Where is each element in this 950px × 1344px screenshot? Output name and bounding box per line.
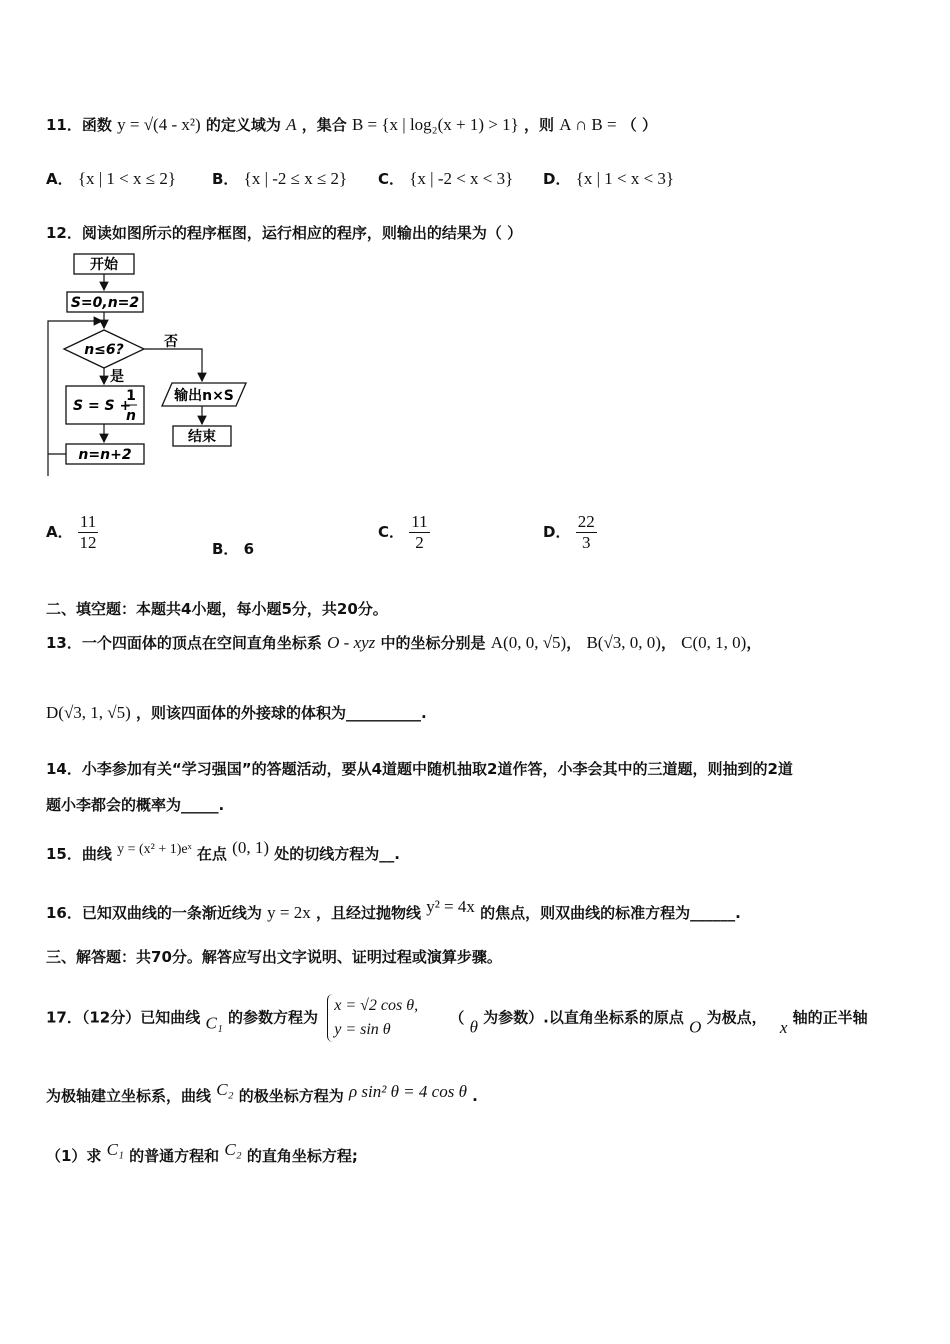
svg-text:开始: 开始 <box>90 257 118 273</box>
flowchart <box>40 248 260 483</box>
q11-text: ，则 <box>524 116 555 134</box>
section-2-heading: 二、填空题：本题共4小题，每小题5分，共20分。 <box>46 600 388 618</box>
svg-text:结束: 结束 <box>188 429 216 445</box>
q13-point-a: A(0, 0, √5) <box>490 633 567 652</box>
q15-stem: 15．曲线 y = (x² + 1)eˣ 在点 (0, 1) 处的切线方程为__. <box>46 838 400 863</box>
q11-option-c: C． {x | -2 < x < 3} <box>378 169 514 188</box>
q14-line1: 14．小李参加有关“学习强国”的答题活动，要从4道题中随机抽取2道作答，小李会其中的三道题，则抽到的2道 <box>46 760 793 778</box>
q13-stem: 13．一个四面体的顶点在空间直角坐标系 O - xyz 中的坐标分别是 A(0, 0, √5)， B(√3, 0, 0)， C(0, 1, 0)， <box>46 633 762 652</box>
q14-line2: 题小李都会的概率为_____. <box>46 796 225 814</box>
flow-update-box <box>66 386 144 424</box>
svg-text:S = S +: S = S + <box>73 398 132 414</box>
q11-option-a: A． {x | 1 < x ≤ 2} <box>46 169 176 188</box>
svg-text:S=0,n=2: S=0,n=2 <box>70 295 140 311</box>
flow-end-box <box>173 426 231 446</box>
flow-output-parallelogram <box>162 383 246 406</box>
q11-text: 的定义域为 <box>205 116 281 134</box>
q11-text: 11．函数 <box>46 116 112 134</box>
q17-parametric-system: x = √2 cos θ, y = sin θ <box>327 994 418 1042</box>
q12-option-a: A． $\frac{11}{12}$ <box>46 512 97 552</box>
svg-text:n≤6?: n≤6? <box>84 342 124 358</box>
q11-option-b: B． {x | -2 ≤ x ≤ 2} <box>212 169 348 188</box>
svg-text:n: n <box>126 408 136 424</box>
q17-stem: 17．（12分）已知曲线 C₁ 的参数方程为 x = √2 cos θ, y = sin θ （ θ 为参数）.以直角坐标系的原点 O 为极点， x 轴的正半轴 <box>46 994 916 1042</box>
q13-point-c: C(0, 1, 0) <box>681 633 747 652</box>
q12-option-d: D． $\frac{22}{3}$ <box>543 512 595 552</box>
q12-stem: 12．阅读如图所示的程序框图，运行相应的程序，则输出的结果为（ ） <box>46 224 523 242</box>
q11-option-d: D． {x | 1 < x < 3} <box>543 169 675 188</box>
q17-part-1: （1）求 C₁ 的普通方程和 C₂ 的直角坐标方程; <box>46 1140 358 1165</box>
q11-text: ，集合 <box>301 116 347 134</box>
flow-label-yes: 是 <box>110 369 124 385</box>
q11-set-b: B = {x | log₂(x + 1) > 1} <box>351 115 519 134</box>
q12-option-c: C． $\frac{11}{2}$ <box>378 512 428 552</box>
flow-start-box <box>74 254 134 274</box>
flow-label-no: 否 <box>164 334 178 350</box>
q11-function-expr: y = √(4 - x²) <box>117 115 201 134</box>
flow-condition-diamond <box>64 330 144 368</box>
svg-text:1: 1 <box>126 388 136 404</box>
q16-stem: 16．已知双曲线的一条渐近线为 y = 2x ，且经过抛物线 y² = 4x 的焦点，则双曲线的标准方程为______. <box>46 897 741 922</box>
flow-init-box <box>67 292 143 312</box>
q13-point-b: B(√3, 0, 0) <box>586 633 661 652</box>
q13-stem-line2: D(√3, 1, √5) ，则该四面体的外接球的体积为__________. <box>46 703 427 722</box>
section-3-heading: 三、解答题：共70分。解答应写出文字说明、证明过程或演算步骤。 <box>46 948 502 966</box>
q11-intersection: A ∩ B = <box>559 115 617 134</box>
flow-increment-box <box>66 444 144 464</box>
q12-option-b: B． 6 <box>212 540 255 558</box>
q11-set-a: A <box>286 115 297 134</box>
q11-paren: （ ） <box>621 116 658 134</box>
q17-stem-line2: 为极轴建立坐标系，曲线 C₂ 的极坐标方程为 ρ sin² θ = 4 cos θ . <box>46 1080 478 1105</box>
svg-text:输出n×S: 输出n×S <box>174 388 234 404</box>
q13-point-d: D(√3, 1, √5) <box>46 703 131 722</box>
q11-stem <box>46 114 657 135</box>
svg-text:n=n+2: n=n+2 <box>78 447 132 463</box>
